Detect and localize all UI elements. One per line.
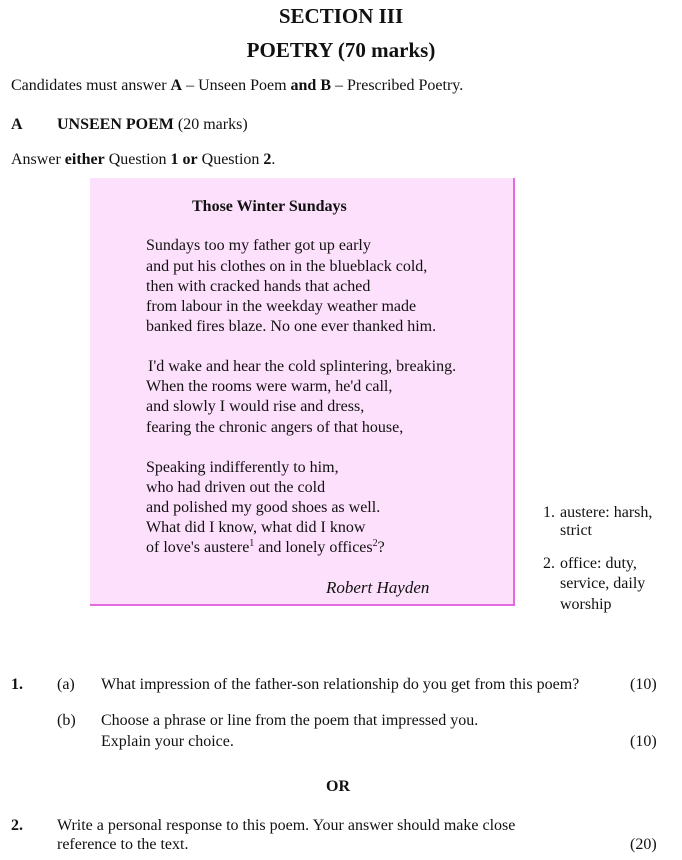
section-subtitle: POETRY (70 marks) <box>246 38 436 62</box>
or-divider <box>326 778 350 796</box>
question-1-number <box>11 676 23 694</box>
intro-a-letter: A <box>170 77 183 94</box>
part-a-title: UNSEEN POEM <box>57 116 174 133</box>
intro-b-letter: B <box>316 77 331 94</box>
footnote-ref-1: 1 <box>249 538 255 549</box>
poem-line: then with cracked hands that ached <box>146 278 371 295</box>
poem-box <box>90 178 515 606</box>
poem-line: fearing the chronic angers of that house, <box>146 419 404 436</box>
instruction-end: . <box>271 151 276 168</box>
intro-a-text: – Unseen Poem <box>182 77 291 94</box>
question-1b-marks: (10) <box>630 733 657 750</box>
footnote-2-line: office: duty, <box>560 555 637 572</box>
poem-title: Those Winter Sundays <box>192 198 347 215</box>
question-1b-line2: Explain your choice. <box>101 733 234 750</box>
footnote-ref-2: 2 <box>372 538 378 549</box>
instruction-q-word2: Question <box>197 151 264 168</box>
instruction-q1: 1 <box>170 151 179 168</box>
question-1a-text: What impression of the father-son relationship do you get from this poem? <box>101 676 580 693</box>
poem-line: When the rooms were warm, he'd call, <box>146 378 393 395</box>
footnote-1-num: 1. <box>543 504 555 521</box>
question-2-line1: Write a personal response to this poem. Your answer should make close <box>57 817 516 834</box>
poem-line: Speaking indifferently to him, <box>146 459 339 476</box>
instruction-line <box>11 151 275 169</box>
part-a-letter <box>11 116 23 134</box>
section-title: SECTION III <box>278 4 404 28</box>
poem-last-line-c: ? <box>377 539 385 556</box>
intro-b-text: – Prescribed Poetry. <box>331 77 464 94</box>
poem-line: and put his clothes on in the blueblack cold, <box>146 258 428 275</box>
question-1b-line1: Choose a phrase or line from the poem that impressed you. <box>101 712 479 729</box>
poem-last-line-b: and lonely offices <box>254 539 373 556</box>
poem-line: who had driven out the cold <box>146 479 326 496</box>
instruction-pre: Answer <box>11 151 65 168</box>
instruction-either: either <box>64 151 105 168</box>
footnote-2-num: 2. <box>543 555 555 572</box>
question-1a-marks: (10) <box>630 676 657 693</box>
poem-line: What did I know, what did I know <box>146 519 366 536</box>
instruction-q2: 2 <box>263 151 272 168</box>
poem-last-line-a: of love's austere <box>146 539 250 556</box>
question-2-marks: (20) <box>630 836 657 853</box>
question-1-number-text: 1. <box>11 676 23 693</box>
part-a-heading <box>57 116 248 134</box>
instruction-q-word: Question <box>104 151 171 168</box>
question-2-number <box>11 817 23 835</box>
footnote-2-line: worship <box>560 596 612 613</box>
question-2-line2: reference to the text. <box>57 836 189 853</box>
poem-line: Sundays too my father got up early <box>146 237 371 254</box>
part-a-letter-text: A <box>11 116 23 133</box>
footnote-2-line: service, daily <box>560 575 646 592</box>
intro-pre: Candidates must answer <box>11 77 171 94</box>
question-1a-label: (a) <box>57 676 75 693</box>
or-text: OR <box>326 778 350 795</box>
poem-author: Robert Hayden <box>326 578 430 597</box>
poem-line: I'd wake and hear the cold splintering, breaking. <box>148 358 457 375</box>
part-a-marks: (20 marks) <box>173 116 248 133</box>
question-2-number-text: 2. <box>11 817 23 834</box>
poem-line: from labour in the weekday weather made <box>146 298 417 315</box>
instruction-or: or <box>178 151 198 168</box>
intro-and: and <box>290 77 317 94</box>
footnote-1-line: strict <box>560 522 592 539</box>
poem-line: and polished my good shoes as well. <box>146 499 381 516</box>
question-1b-label: (b) <box>57 712 76 729</box>
poem-line: banked fires blaze. No one ever thanked him. <box>146 318 437 335</box>
footnote-1-line: austere: harsh, <box>560 504 653 521</box>
intro-line <box>11 77 463 95</box>
poem-last-line <box>146 539 385 557</box>
poem-line: and slowly I would rise and dress, <box>146 398 365 415</box>
